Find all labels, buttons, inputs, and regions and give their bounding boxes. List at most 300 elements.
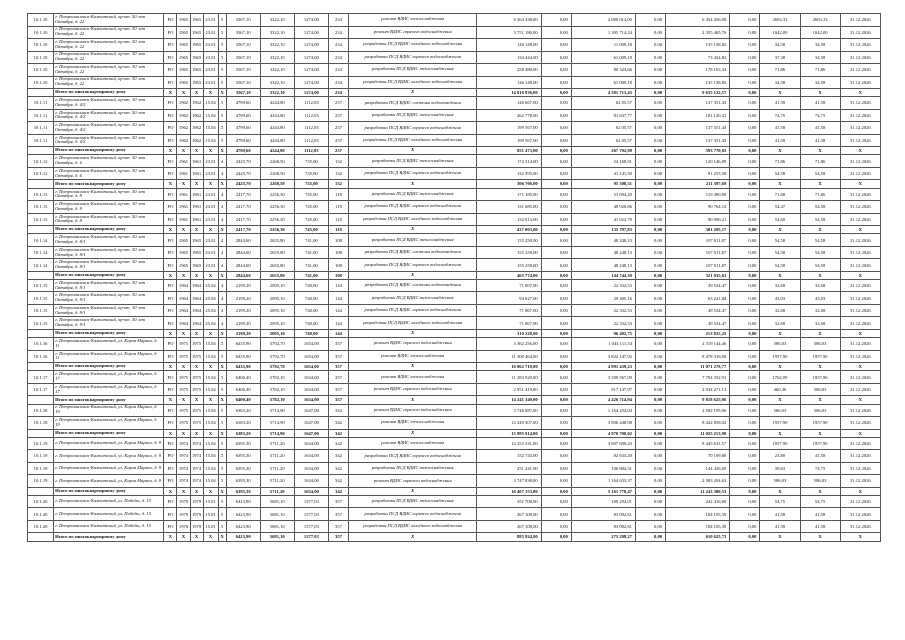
- cost-owners-cell: 6 454 456,00: [666, 14, 730, 27]
- row-number-cell: 10.1.11: [28, 134, 54, 147]
- total-area-cell: 3567,10: [226, 26, 260, 39]
- cost-total-cell: 267 108,00: [477, 508, 541, 521]
- cost-other-cell: 0,00: [730, 64, 760, 77]
- row-number-cell: [28, 487, 54, 495]
- max-unit-cost-cell: 71,86: [800, 188, 840, 201]
- cost-fund-cell: 0,00: [541, 89, 571, 97]
- completion-date-cell: 31.12.2026: [840, 437, 880, 450]
- year-commissioned-cell: 1965: [190, 246, 203, 259]
- table-row: [28, 279, 881, 292]
- total-area-cell: 6383,20: [226, 429, 260, 437]
- floors-cell: 5: [218, 64, 226, 77]
- max-unit-cost-cell: 34,58: [800, 39, 840, 52]
- cost-regional-cell: 4 991 439,23: [571, 363, 635, 371]
- cost-local-cell: 0,00: [635, 26, 665, 39]
- area-premises-cell: 3322,10: [260, 64, 294, 77]
- total-area-cell: 2425,70: [226, 167, 260, 180]
- year-commissioned-cell: 1979: [190, 520, 203, 533]
- area-residential-cell: 740,00: [294, 317, 328, 330]
- area-premises-cell: 5681,10: [260, 508, 294, 521]
- repair-method-cell: РО: [164, 155, 177, 168]
- cost-other-cell: 0,00: [730, 134, 760, 147]
- cost-other-cell: 0,00: [730, 417, 760, 430]
- residents-cell: 357: [328, 520, 348, 533]
- year-built-cell: 1965: [177, 14, 190, 27]
- row-number-cell: 10.1.11: [28, 109, 54, 122]
- floors-cell: 5: [218, 437, 226, 450]
- residents-cell: 357: [328, 371, 348, 384]
- year-built-cell: 1965: [177, 259, 190, 272]
- cost-total-cell: 14 016 836,00: [477, 89, 541, 97]
- table-row: [28, 26, 881, 39]
- max-unit-cost-cell: 41,58: [800, 450, 840, 463]
- floors-cell: 4: [218, 246, 226, 259]
- work-type-cell: разработка ПСД ВДИС холодного водоснабжения: [349, 520, 477, 533]
- cost-regional-cell: 53 694,20: [571, 188, 635, 201]
- address-cell: г. Петропавловск-Камчатский, ул. Карла Маркса, д. 9: [54, 475, 164, 488]
- max-unit-cost-cell: X: [800, 180, 840, 188]
- total-area-cell: 3567,10: [226, 14, 260, 27]
- table-row: [28, 292, 881, 305]
- completion-date-cell: 31.12.2026: [840, 201, 880, 214]
- cost-local-cell: 0,00: [635, 89, 665, 97]
- cost-owners-cell: 301 205,17: [666, 226, 730, 234]
- cost-owners-cell: 73 434,82: [666, 51, 730, 64]
- residents-cell: 357: [328, 396, 348, 404]
- row-number-cell: 10.1.12: [28, 167, 54, 180]
- address-cell: г. Петропавловск-Камчатский, пр-кт. 50 лет Октября, д. 4/2: [54, 122, 164, 135]
- cost-owners-cell: 70 109,80: [666, 450, 730, 463]
- area-residential-cell: 745,00: [294, 201, 328, 214]
- total-area-cell: 6423,90: [226, 508, 260, 521]
- cost-fund-cell: 0,00: [541, 396, 571, 404]
- cost-total-cell: 8 364 438,00: [477, 14, 541, 27]
- area-residential-cell: 1577,03: [294, 495, 328, 508]
- total-area-cell: 6423,90: [226, 495, 260, 508]
- work-type-cell: X: [349, 180, 477, 188]
- row-number-cell: 10.1.10: [28, 51, 54, 64]
- completion-date-cell: 31.12.2026: [840, 155, 880, 168]
- wall-material-cell: 15.04: [203, 97, 218, 110]
- cost-other-cell: 0,00: [730, 363, 760, 371]
- cost-regional-cell: 40 920,86: [571, 201, 635, 214]
- residents-cell: 342: [328, 487, 348, 495]
- floors-cell: X: [218, 89, 226, 97]
- total-area-cell: 6395,30: [226, 475, 260, 488]
- area-residential-cell: 1577,03: [294, 520, 328, 533]
- area-premises-cell: 5711,20: [260, 462, 294, 475]
- row-number-cell: [28, 396, 54, 404]
- max-unit-cost-cell: 32,68: [800, 279, 840, 292]
- cost-owners-cell: 242 416,00: [666, 495, 730, 508]
- cost-fund-cell: 0,00: [541, 109, 571, 122]
- max-unit-cost-cell: 2603,33: [800, 14, 840, 27]
- area-premises-cell: 2268,50: [260, 155, 294, 168]
- wall-material-cell: 23.01: [203, 14, 218, 27]
- cost-owners-cell: 49 534,47: [666, 279, 730, 292]
- area-residential-cell: 1577,03: [294, 533, 328, 541]
- wall-material-cell: 15.04: [203, 383, 218, 396]
- row-number-cell: 10.1.10: [28, 64, 54, 77]
- cost-other-cell: 0,00: [730, 487, 760, 495]
- total-area-cell: 2199,20: [226, 304, 260, 317]
- area-premises-cell: 2256,30: [260, 188, 294, 201]
- cost-fund-cell: 0,00: [541, 76, 571, 89]
- area-premises-cell: 2655,80: [260, 271, 294, 279]
- work-type-cell: ремонт ВДИС теплоснабжения: [349, 437, 477, 450]
- cost-local-cell: 0,00: [635, 147, 665, 155]
- wall-material-cell: 25.04: [203, 279, 218, 292]
- row-number-cell: 10.1.10: [28, 14, 54, 27]
- floors-cell: 4: [218, 317, 226, 330]
- repair-method-cell: РО: [164, 51, 177, 64]
- completion-date-cell: X: [840, 147, 880, 155]
- completion-date-cell: 31.12.2026: [840, 97, 880, 110]
- floors-cell: 5: [218, 76, 226, 89]
- work-type-cell: разработка ПСД ВДИС теплоснабжения: [349, 292, 477, 305]
- cost-owners-cell: 91 253,50: [666, 167, 730, 180]
- repair-method-cell: X: [164, 363, 177, 371]
- total-row: [28, 147, 881, 155]
- cost-total-cell: 155 258,00: [477, 234, 541, 247]
- cost-local-cell: 0,00: [635, 134, 665, 147]
- repair-method-cell: РО: [164, 14, 177, 27]
- cost-owners-cell: 119 490,80: [666, 188, 730, 201]
- wall-material-cell: 23.01: [203, 51, 218, 64]
- year-commissioned-cell: 1962: [190, 109, 203, 122]
- repair-method-cell: X: [164, 533, 177, 541]
- year-built-cell: 1961: [177, 155, 190, 168]
- row-number-cell: [28, 89, 54, 97]
- cost-owners-cell: 178 163,34: [666, 64, 730, 77]
- total-area-cell: 6395,30: [226, 437, 260, 450]
- work-type-cell: ремонт ВДИС горячего водоснабжения: [349, 338, 477, 351]
- repair-method-cell: РО: [164, 246, 177, 259]
- floors-cell: X: [218, 226, 226, 234]
- year-commissioned-cell: X: [190, 226, 203, 234]
- row-number-cell: 10.1.19: [28, 475, 54, 488]
- cost-total-cell: 465 774,00: [477, 271, 541, 279]
- max-unit-cost-cell: 586,03: [800, 383, 840, 396]
- cost-owners-cell: 107 011,87: [666, 246, 730, 259]
- cost-regional-cell: 4 970 700,02: [571, 429, 635, 437]
- cost-local-cell: 0,00: [635, 279, 665, 292]
- max-unit-cost-cell: 41,58: [800, 122, 840, 135]
- area-premises-cell: 2095,10: [260, 317, 294, 330]
- unit-cost-cell: 39,63: [760, 462, 800, 475]
- completion-date-cell: 31.12.2026: [840, 383, 880, 396]
- wall-material-cell: X: [203, 329, 218, 337]
- year-built-cell: 1965: [177, 234, 190, 247]
- residents-cell: 234: [328, 26, 348, 39]
- cost-total-cell: 3 362 256,00: [477, 338, 541, 351]
- document-sheet: [27, 13, 881, 542]
- floors-cell: 4: [218, 304, 226, 317]
- cost-owners-cell: 49 534,47: [666, 317, 730, 330]
- work-type-cell: X: [349, 396, 477, 404]
- cost-owners-cell: 11 243 380,53: [666, 487, 730, 495]
- unit-cost-cell: 54,58: [760, 259, 800, 272]
- cost-total-cell: 131 685,00: [477, 201, 541, 214]
- repair-method-cell: РО: [164, 520, 177, 533]
- year-built-cell: 1974: [177, 437, 190, 450]
- cost-fund-cell: 0,00: [541, 271, 571, 279]
- cost-fund-cell: 0,00: [541, 417, 571, 430]
- table-row: [28, 201, 881, 214]
- wall-material-cell: 15.01: [203, 520, 218, 533]
- wall-material-cell: 23.01: [203, 39, 218, 52]
- cost-regional-cell: 5 161 770,47: [571, 487, 635, 495]
- wall-material-cell: 15.04: [203, 450, 218, 463]
- year-built-cell: X: [177, 429, 190, 437]
- cost-other-cell: 0,00: [730, 271, 760, 279]
- cost-fund-cell: 0,00: [541, 213, 571, 226]
- cost-other-cell: 0,00: [730, 226, 760, 234]
- cost-local-cell: 0,00: [635, 520, 665, 533]
- cost-local-cell: 0,00: [635, 97, 665, 110]
- cost-regional-cell: 22 332,53: [571, 304, 635, 317]
- wall-material-cell: X: [203, 429, 218, 437]
- work-type-cell: разработка ПСД ВДИС системы водоотведения: [349, 246, 477, 259]
- wall-material-cell: X: [203, 363, 218, 371]
- cost-fund-cell: 0,00: [541, 363, 571, 371]
- row-number-cell: 10.1.18: [28, 417, 54, 430]
- wall-material-cell: X: [203, 487, 218, 495]
- row-number-cell: 10.1.10: [28, 76, 54, 89]
- residents-cell: 144: [328, 329, 348, 337]
- work-type-cell: разработка ПСД ВДИС горячего водоснабжения: [349, 51, 477, 64]
- unit-cost-cell: X: [760, 147, 800, 155]
- area-premises-cell: 3322,10: [260, 51, 294, 64]
- residents-cell: 357: [328, 350, 348, 363]
- address-cell: г. Петропавловск-Камчатский, ул. Карла Маркса, д. 9: [54, 450, 164, 463]
- cost-fund-cell: 0,00: [541, 51, 571, 64]
- cost-other-cell: 0,00: [730, 76, 760, 89]
- cost-local-cell: 0,00: [635, 383, 665, 396]
- total-area-cell: 6423,90: [226, 520, 260, 533]
- area-residential-cell: 745,00: [294, 213, 328, 226]
- cost-total-cell: 12 253 331,00: [477, 437, 541, 450]
- address-cell: г. Петропавловск-Камчатский, пр-кт. 50 лет Октября, д. 4/2: [54, 109, 164, 122]
- year-commissioned-cell: X: [190, 487, 203, 495]
- residents-cell: 118: [328, 226, 348, 234]
- address-cell: г. Петропавловск-Камчатский, пр-кт. 50 лет Октября, д. 9/1: [54, 304, 164, 317]
- work-type-cell: ремонт ВДИС теплоснабжения: [349, 417, 477, 430]
- cost-owners-cell: 107 011,87: [666, 259, 730, 272]
- cost-total-cell: 174 314,00: [477, 155, 541, 168]
- area-premises-cell: 3322,10: [260, 76, 294, 89]
- repair-method-cell: X: [164, 89, 177, 97]
- cost-total-cell: 3 747 838,00: [477, 475, 541, 488]
- total-area-cell: 2844,60: [226, 246, 260, 259]
- unit-cost-cell: 54,60: [760, 213, 800, 226]
- cost-regional-cell: 275 298,27: [571, 533, 635, 541]
- cost-local-cell: 0,00: [635, 259, 665, 272]
- repair-method-cell: РО: [164, 350, 177, 363]
- unit-cost-cell: 54,47: [760, 201, 800, 214]
- year-commissioned-cell: 1961: [190, 201, 203, 214]
- cost-local-cell: 0,00: [635, 363, 665, 371]
- unit-cost-cell: 54,58: [760, 167, 800, 180]
- year-commissioned-cell: 1964: [190, 292, 203, 305]
- repair-method-cell: РО: [164, 317, 177, 330]
- total-area-cell: 6435,90: [226, 350, 260, 363]
- residents-cell: 234: [328, 51, 348, 64]
- work-type-cell: X: [349, 429, 477, 437]
- cost-owners-cell: 211 397,69: [666, 180, 730, 188]
- cost-other-cell: 0,00: [730, 508, 760, 521]
- completion-date-cell: X: [840, 396, 880, 404]
- completion-date-cell: 31.12.2026: [840, 475, 880, 488]
- address-cell: Итого по многоквартирному дому: [54, 180, 164, 188]
- cost-local-cell: 0,00: [635, 213, 665, 226]
- floors-cell: 5: [218, 404, 226, 417]
- area-premises-cell: 5711,20: [260, 450, 294, 463]
- total-area-cell: 2844,60: [226, 271, 260, 279]
- repair-method-cell: X: [164, 396, 177, 404]
- address-cell: г. Петропавловск-Камчатский, пр-кт. 50 лет Октября, д. 22: [54, 39, 164, 52]
- floors-cell: 5: [218, 134, 226, 147]
- cost-total-cell: 437 003,00: [477, 226, 541, 234]
- cost-total-cell: 199 567,00: [477, 122, 541, 135]
- max-unit-cost-cell: 41,58: [800, 508, 840, 521]
- table-row: [28, 338, 881, 351]
- cost-regional-cell: 95 308,31: [571, 180, 635, 188]
- area-residential-cell: 741,00: [294, 259, 328, 272]
- completion-date-cell: X: [840, 487, 880, 495]
- max-unit-cost-cell: X: [800, 147, 840, 155]
- row-number-cell: 10.1.19: [28, 462, 54, 475]
- cost-local-cell: 0,00: [635, 396, 665, 404]
- unit-cost-cell: X: [760, 329, 800, 337]
- work-type-cell: X: [349, 363, 477, 371]
- cost-regional-cell: 3 822 147,92: [571, 350, 635, 363]
- work-type-cell: ремонт ВДИС горячего водоснабжения: [349, 26, 477, 39]
- year-built-cell: X: [177, 89, 190, 97]
- floors-cell: 5: [218, 450, 226, 463]
- residents-cell: 234: [328, 89, 348, 97]
- year-built-cell: 1962: [177, 122, 190, 135]
- cost-regional-cell: 62 05,57: [571, 122, 635, 135]
- cost-regional-cell: 22 332,53: [571, 317, 635, 330]
- year-commissioned-cell: 1974: [190, 450, 203, 463]
- max-unit-cost-cell: 34,58: [800, 51, 840, 64]
- table-row: [28, 450, 881, 463]
- wall-material-cell: X: [203, 89, 218, 97]
- cost-local-cell: 0,00: [635, 304, 665, 317]
- area-premises-cell: 4244,80: [260, 109, 294, 122]
- year-commissioned-cell: X: [190, 363, 203, 371]
- cost-total-cell: 2 951 419,00: [477, 383, 541, 396]
- work-type-cell: разработка ПСД ВДИС теплоснабжения: [349, 188, 477, 201]
- address-cell: г. Петропавловск-Камчатский, пр-кт. 50 лет Октября, д. 8/1: [54, 259, 164, 272]
- cost-local-cell: 0,00: [635, 155, 665, 168]
- residents-cell: 118: [328, 213, 348, 226]
- wall-material-cell: 25.04: [203, 317, 218, 330]
- year-built-cell: X: [177, 180, 190, 188]
- year-commissioned-cell: 1975: [190, 338, 203, 351]
- unit-cost-cell: 71,86: [760, 64, 800, 77]
- residents-cell: 108: [328, 259, 348, 272]
- unit-cost-cell: 1042,00: [760, 26, 800, 39]
- table-row: [28, 134, 881, 147]
- row-number-cell: 10.1.13: [28, 201, 54, 214]
- cost-other-cell: 0,00: [730, 404, 760, 417]
- cost-owners-cell: 213 825,25: [666, 329, 730, 337]
- cost-total-cell: 262 778,00: [477, 109, 541, 122]
- cost-owners-cell: 11 071 278,77: [666, 363, 730, 371]
- max-unit-cost-cell: 43,03: [800, 292, 840, 305]
- cost-total-cell: 3 751 180,00: [477, 26, 541, 39]
- area-residential-cell: 1274,00: [294, 89, 328, 97]
- completion-date-cell: X: [840, 180, 880, 188]
- floors-cell: X: [218, 396, 226, 404]
- cost-other-cell: 0,00: [730, 14, 760, 27]
- unit-cost-cell: 2603,33: [760, 14, 800, 27]
- cost-total-cell: 11 300 464,00: [477, 350, 541, 363]
- area-premises-cell: 5681,10: [260, 533, 294, 541]
- work-type-cell: X: [349, 271, 477, 279]
- cost-owners-cell: 2 355 465,76: [666, 26, 730, 39]
- total-area-cell: 6400,40: [226, 396, 260, 404]
- year-commissioned-cell: 1965: [190, 234, 203, 247]
- work-type-cell: ремонт ВДИС горячего водоснабжения: [349, 404, 477, 417]
- year-built-cell: X: [177, 271, 190, 279]
- repair-method-cell: РО: [164, 39, 177, 52]
- wall-material-cell: 23.01: [203, 188, 218, 201]
- table-row: [28, 246, 881, 259]
- repair-method-cell: X: [164, 429, 177, 437]
- residents-cell: 234: [328, 14, 348, 27]
- total-area-cell: 6395,30: [226, 487, 260, 495]
- cost-total-cell: 71 867,00: [477, 279, 541, 292]
- completion-date-cell: 31.12.2026: [840, 338, 880, 351]
- cost-other-cell: 0,00: [730, 279, 760, 292]
- area-residential-cell: 745,00: [294, 188, 328, 201]
- address-cell: г. Петропавловск-Камчатский, пр-кт. 50 лет Октября, д. 22: [54, 64, 164, 77]
- year-commissioned-cell: 1965: [190, 39, 203, 52]
- max-unit-cost-cell: 41,58: [800, 520, 840, 533]
- year-commissioned-cell: X: [190, 429, 203, 437]
- year-commissioned-cell: X: [190, 271, 203, 279]
- cost-owners-cell: 2 319 144,46: [666, 338, 730, 351]
- unit-cost-cell: 1957,90: [760, 417, 800, 430]
- area-premises-cell: 5681,10: [260, 495, 294, 508]
- cost-total-cell: 146 148,00: [477, 76, 541, 89]
- completion-date-cell: 31.12.2026: [840, 188, 880, 201]
- max-unit-cost-cell: 54,58: [800, 259, 840, 272]
- max-unit-cost-cell: 586,03: [800, 475, 840, 488]
- repair-method-cell: РО: [164, 201, 177, 214]
- max-unit-cost-cell: X: [800, 89, 840, 97]
- max-unit-cost-cell: X: [800, 271, 840, 279]
- total-row: [28, 533, 881, 541]
- total-area-cell: 6395,30: [226, 450, 260, 463]
- cost-total-cell: 132 395,00: [477, 167, 541, 180]
- max-unit-cost-cell: 71,86: [800, 64, 840, 77]
- repair-method-cell: РО: [164, 495, 177, 508]
- max-unit-cost-cell: X: [800, 329, 840, 337]
- address-cell: г. Петропавловск-Камчатский, пр-кт. 50 лет Октября, д. 8: [54, 188, 164, 201]
- cost-owners-cell: 135 138,82: [666, 76, 730, 89]
- cost-other-cell: 0,00: [730, 450, 760, 463]
- cost-total-cell: 71 867,00: [477, 304, 541, 317]
- year-commissioned-cell: X: [190, 329, 203, 337]
- floors-cell: 5: [218, 26, 226, 39]
- area-residential-cell: 1274,00: [294, 39, 328, 52]
- repair-method-cell: РО: [164, 292, 177, 305]
- residents-cell: 237: [328, 122, 348, 135]
